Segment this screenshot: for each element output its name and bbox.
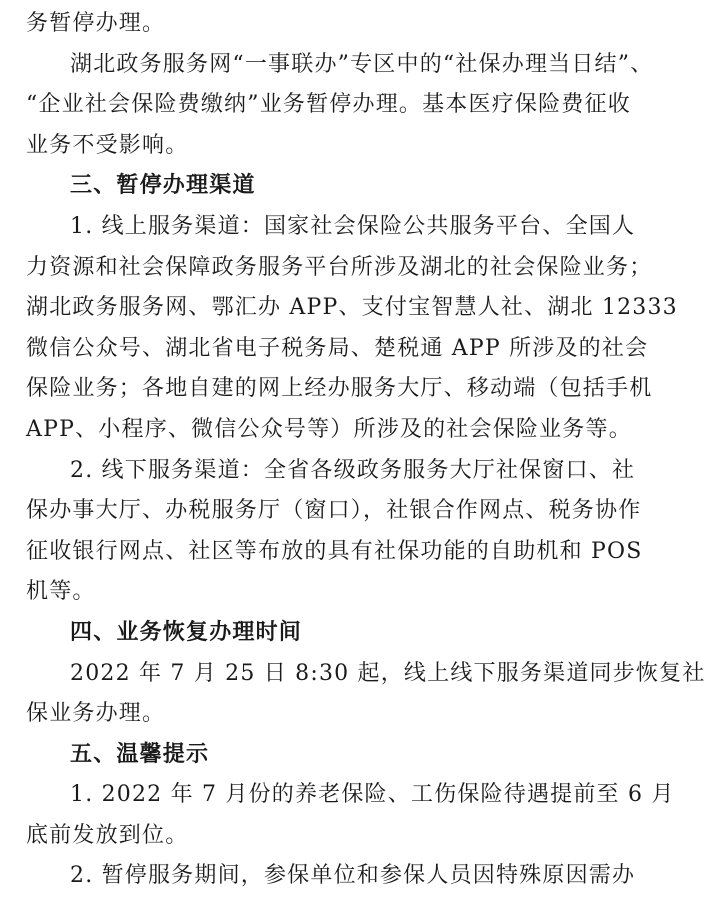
paragraph-line: 湖北政务服务网“一事联办”专区中的“社保办理当日结”、: [70, 51, 654, 77]
paragraph-line: 2. 线下服务渠道：全省各级政务服务大厅社保窗口、社: [70, 457, 636, 483]
paragraph-line: 1. 线上服务渠道：国家社会保险公共服务平台、全国人: [70, 213, 636, 239]
paragraph-line: “企业社会保险费缴纳”业务暂停办理。基本医疗保险费征收: [26, 92, 631, 118]
paragraph-line: 保险业务；各地自建的网上经办服务大厅、移动端（包括手机: [26, 376, 653, 402]
section-heading-5: 五、温馨提示: [70, 741, 210, 767]
paragraph-line: 湖北政务服务网、鄂汇办 APP、支付宝智慧人社、湖北 12333: [26, 295, 678, 321]
paragraph-continuation: 务暂停办理。: [26, 11, 166, 36]
paragraph-line: 业务不受影响。: [26, 132, 189, 158]
paragraph-line: 保业务办理。: [26, 701, 166, 727]
paragraph-line: 力资源和社会保障政务服务平台所涉及湖北的社会保险业务；: [26, 254, 653, 280]
paragraph-line: 1. 2022 年 7 月份的养老保险、工伤保险待遇提前至 6 月: [70, 782, 675, 808]
paragraph-line: 2. 暂停服务期间，参保单位和参保人员因特殊原因需办: [70, 863, 636, 889]
paragraph-line: 2022 年 7 月 25 日 8:30 起，线上线下服务渠道同步恢复社: [70, 660, 706, 686]
paragraph-line: 征收银行网点、社区等布放的具有社保功能的自助机和 POS: [26, 538, 643, 564]
paragraph-line: 机等。: [26, 579, 96, 605]
paragraph-line: 底前发放到位。: [26, 822, 189, 848]
section-heading-3: 三、暂停办理渠道: [70, 173, 256, 199]
paragraph-line: APP、小程序、微信公众号等）所涉及的社会保险业务等。: [26, 416, 632, 442]
paragraph-line: 微信公众号、湖北省电子税务局、楚税通 APP 所涉及的社会: [26, 335, 649, 361]
section-heading-4: 四、业务恢复办理时间: [70, 619, 303, 645]
paragraph-line: 保办事大厅、办税服务厅（窗口），社银合作网点、税务协作: [26, 498, 642, 524]
